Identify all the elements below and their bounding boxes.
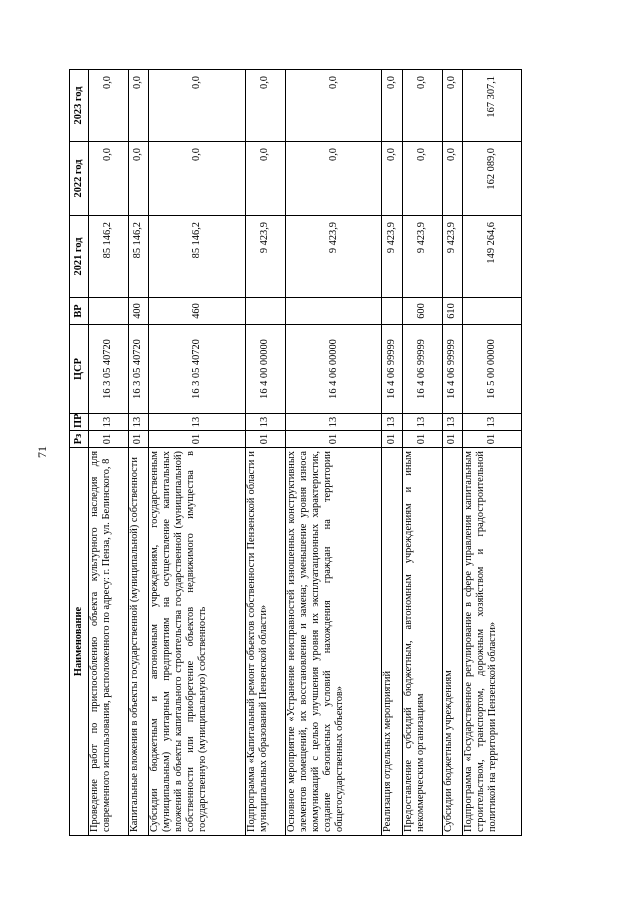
row-pr: 13 [403,414,443,431]
row-name: Субсидии бюджетным и автономным учреждениям, государственным (муниципальным) унитарным предприятиям на осуществление капитальных вложений в объекты капитального строительства государственной (муниципальной) собственности или приобретение объектов недвижимого имущества в государственную (муниципальную) собственность [149,448,246,836]
table-row [89,70,129,836]
row-2022: 0,0 [285,142,382,216]
row-rz: 01 [442,431,463,448]
row-name: Субсидии бюджетным учреждениям [442,448,463,836]
row-pr: 13 [463,414,522,431]
row-name: Предоставление субсидий бюджетным, автономным учреждениям и иным некоммерческим организациям [403,448,443,836]
row-vr: 610 [442,298,463,325]
row-pr: 13 [128,414,149,431]
header-name: Наименование [70,448,89,836]
table-row [128,70,149,836]
row-vr: 460 [149,298,246,325]
row-pr: 13 [285,414,382,431]
row-vr: 600 [403,298,443,325]
header-rz: Рз [70,431,89,448]
header-vr: ВР [70,298,89,325]
row-2023: 0,0 [285,70,382,142]
row-csr: 16 3 05 40720 [149,325,246,414]
row-2021: 85 146,2 [128,216,149,298]
header-pr: ПР [70,414,89,431]
row-name: Капитальные вложения в объекты государственной (муниципальной) собственности [128,448,149,836]
row-vr [246,298,286,325]
row-2022: 0,0 [442,142,463,216]
row-pr: 13 [442,414,463,431]
row-vr: 400 [128,298,149,325]
budget-table [69,69,522,836]
table-row [246,70,286,836]
row-rz: 01 [246,431,286,448]
row-vr [463,298,522,325]
row-2022: 0,0 [89,142,129,216]
page-number: 71 [35,446,49,458]
row-2021: 9 423,9 [285,216,382,298]
row-vr [382,298,403,325]
row-2022: 162 089,0 [463,142,522,216]
row-2023: 167 307,1 [463,70,522,142]
row-rz: 01 [403,431,443,448]
row-2023: 0,0 [89,70,129,142]
row-pr: 13 [149,414,246,431]
row-rz: 01 [382,431,403,448]
row-2023: 0,0 [149,70,246,142]
row-2021: 9 423,9 [442,216,463,298]
row-csr: 16 3 05 40720 [128,325,149,414]
row-rz: 01 [128,431,149,448]
row-pr: 13 [246,414,286,431]
row-csr: 16 5 00 00000 [463,325,522,414]
header-csr: ЦСР [70,325,89,414]
row-vr [285,298,382,325]
table-row [442,70,463,836]
row-2021: 9 423,9 [246,216,286,298]
row-rz: 01 [285,431,382,448]
row-2023: 0,0 [128,70,149,142]
table-row [403,70,443,836]
table-header-row [70,70,89,836]
budget-table-container [69,70,522,836]
row-vr [89,298,129,325]
row-2021: 149 264,6 [463,216,522,298]
row-2023: 0,0 [382,70,403,142]
row-2021: 85 146,2 [149,216,246,298]
row-2023: 0,0 [442,70,463,142]
table-row [285,70,382,836]
row-2022: 0,0 [128,142,149,216]
row-name: Реализация отдельных мероприятий [382,448,403,836]
row-csr: 16 4 06 99999 [442,325,463,414]
table-row [463,70,522,836]
row-2022: 0,0 [246,142,286,216]
row-rz: 01 [89,431,129,448]
row-2022: 0,0 [403,142,443,216]
row-pr: 13 [89,414,129,431]
row-name: Основное мероприятие «Устранение неисправностей изношенных конструктивных элементов помещений, их восстановление и замена; уменьшение уровня износа коммуникаций с целью улучшения уровня их эксплуатационных характеристик, создание безопасных условий нахождения граждан на территории общегосударственных объектов» [285,448,382,836]
row-csr: 16 4 06 99999 [403,325,443,414]
header-2021: 2021 год [70,216,89,298]
row-2021: 9 423,9 [403,216,443,298]
row-2023: 0,0 [246,70,286,142]
row-pr: 13 [382,414,403,431]
row-rz: 01 [149,431,246,448]
header-2022: 2022 год [70,142,89,216]
row-csr: 16 4 06 99999 [382,325,403,414]
row-rz: 01 [463,431,522,448]
row-name: Подпрограмма «Государственное регулирование в сфере управления капитальным строительством, транспортом, дорожным хозяйством и градостроительной политикой на территории Пензенской области» [463,448,522,836]
row-csr: 16 4 00 00000 [246,325,286,414]
row-2022: 0,0 [382,142,403,216]
table-row [149,70,246,836]
row-2023: 0,0 [403,70,443,142]
row-2021: 85 146,2 [89,216,129,298]
row-csr: 16 3 05 40720 [89,325,129,414]
table-row [382,70,403,836]
row-name: Подпрограмма «Капитальный ремонт объектов собственности Пензенской области и муниципальных образований Пензенской области» [246,448,286,836]
row-csr: 16 4 06 00000 [285,325,382,414]
header-2023: 2023 год [70,70,89,142]
row-2022: 0,0 [149,142,246,216]
row-2021: 9 423,9 [382,216,403,298]
row-name: Проведение работ по приспособлению объекта культурного наследия для современного использования, расположенного по адресу: г. Пенза, ул. Белинского, 8 [89,448,129,836]
